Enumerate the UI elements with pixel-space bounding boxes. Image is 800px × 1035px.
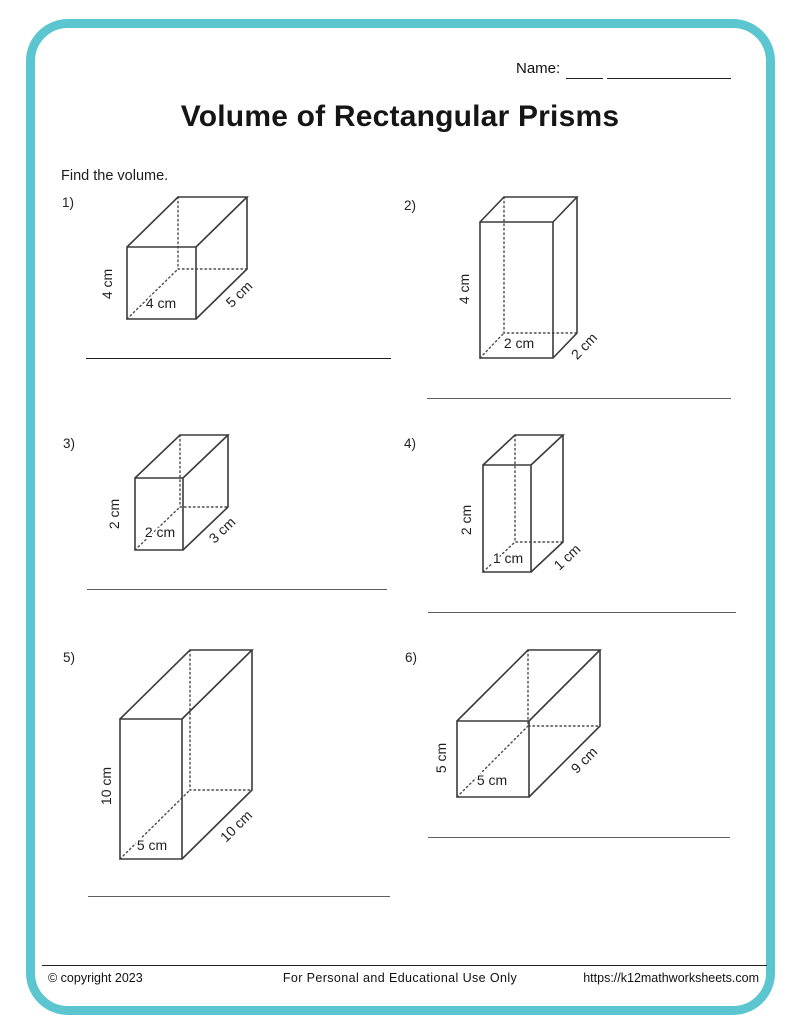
prism-hidden-edges [480, 197, 577, 358]
width-dimension-label: 1 cm [492, 550, 524, 566]
prism-drawing-1 [99, 197, 255, 319]
problem-number-3: 3) [63, 436, 76, 451]
prism-drawing-6 [433, 650, 600, 797]
height-dimension-label: 5 cm [433, 742, 449, 774]
answer-line-5 [88, 896, 390, 897]
depth-dimension-label: 5 cm [222, 277, 256, 311]
width-dimension-label: 5 cm [476, 772, 508, 788]
depth-dimension-label: 9 cm [567, 743, 601, 777]
height-dimension-label: 4 cm [99, 268, 115, 300]
height-dimension-label: 2 cm [106, 498, 122, 530]
problem-number-1: 1) [62, 195, 75, 210]
name-label: Name: [516, 60, 561, 77]
prism-drawing-5 [98, 650, 255, 859]
height-dimension-label: 4 cm [456, 273, 472, 305]
depth-dimension-label: 3 cm [205, 513, 239, 547]
depth-dimension-label: 2 cm [567, 329, 601, 363]
footer-usage-note: For Personal and Educational Use Only [282, 971, 518, 985]
width-dimension-label: 2 cm [503, 335, 535, 351]
problem-number-6: 6) [405, 650, 418, 665]
answer-line-4 [428, 612, 736, 613]
depth-dimension-label: 1 cm [550, 540, 584, 574]
answer-line-3 [87, 589, 387, 590]
problem-number-4: 4) [404, 436, 417, 451]
width-dimension-label: 4 cm [145, 295, 177, 311]
depth-dimension-label: 10 cm [216, 806, 256, 846]
answer-line-6 [428, 837, 730, 838]
problem-number-2: 2) [404, 198, 417, 213]
prism-drawing-2 [456, 197, 600, 362]
height-dimension-label: 10 cm [98, 766, 114, 806]
footer-website-link: https://k12mathworksheets.com [583, 971, 759, 985]
prism-solid-edges [480, 197, 577, 358]
height-dimension-label: 2 cm [458, 504, 474, 536]
prism-drawing-4 [458, 435, 584, 573]
problem-number-5: 5) [63, 650, 76, 665]
prism-drawing-3 [106, 435, 238, 550]
instruction-text: Find the volume. [61, 168, 169, 184]
footer-copyright: © copyright 2023 [48, 971, 143, 985]
footer-divider [42, 965, 767, 966]
width-dimension-label: 5 cm [136, 837, 168, 853]
answer-line-1 [86, 358, 391, 359]
answer-line-2 [427, 398, 731, 399]
width-dimension-label: 2 cm [144, 524, 176, 540]
page-title: Volume of Rectangular Prisms [180, 100, 620, 133]
